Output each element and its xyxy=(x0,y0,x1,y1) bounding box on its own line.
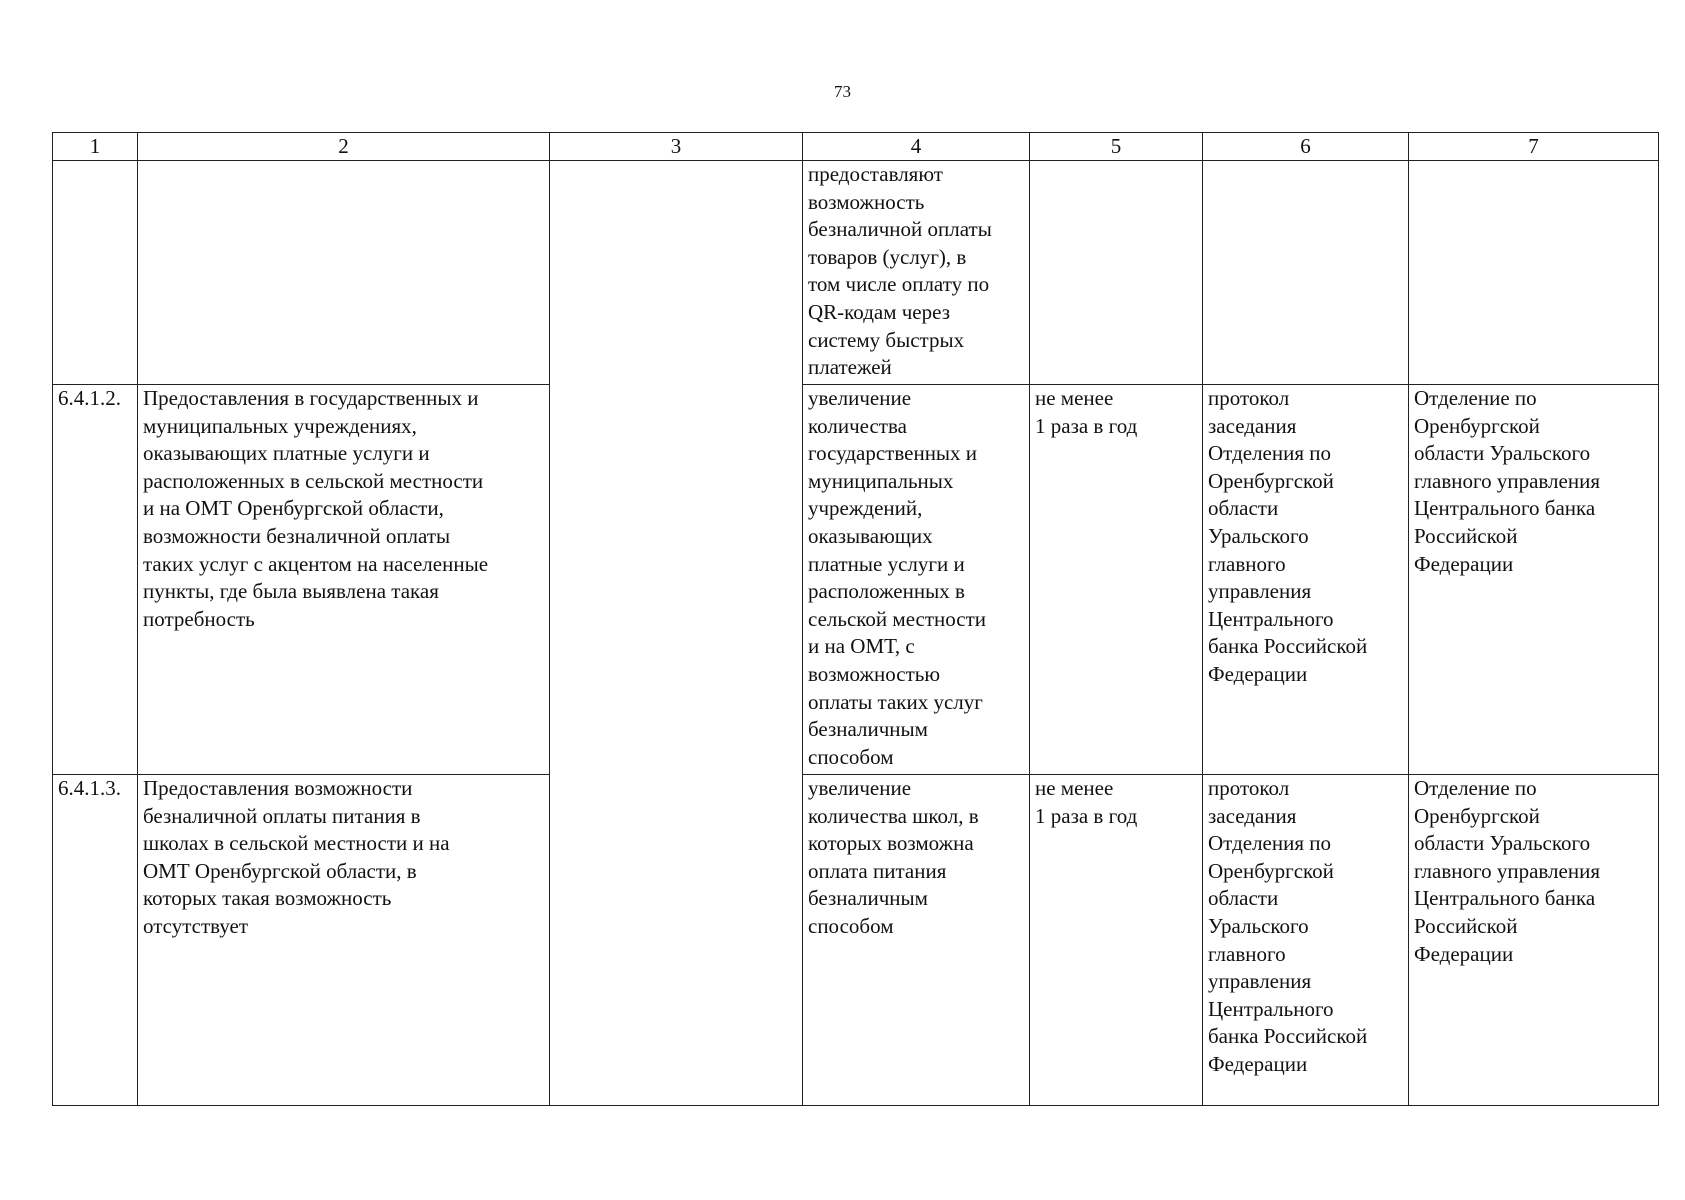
table-row xyxy=(53,775,1659,1106)
responsible-cell: Отделение по Оренбургской области Уральского главного управления Центрального банка Российской Федерации xyxy=(1409,775,1659,1106)
responsible-cell: Отделение по Оренбургской области Уральского главного управления Центрального банка Российской Федерации xyxy=(1409,385,1659,775)
indicator-cell: предоставляют возможность безналичной оплаты товаров (услуг), в том числе оплату по QR-кодам через систему быстрых платежей xyxy=(803,161,1030,385)
document-cell: протокол заседания Отделения по Оренбургской области Уральского главного управления Центрального банка Российской Федерации xyxy=(1203,385,1409,775)
indicator-cell: увеличение количества государственных и муниципальных учреждений, оказывающих платные услуги и расположенных в сельской местности и на ОМТ, с возможностью оплаты таких услуг безналичным способом xyxy=(803,385,1030,775)
document-cell: протокол заседания Отделения по Оренбургской области Уральского главного управления Центрального банка Российской Федерации xyxy=(1203,775,1409,1106)
responsible-cell xyxy=(1409,161,1659,385)
row-number-cell xyxy=(53,161,138,385)
document-cell xyxy=(1203,161,1409,385)
measure-cell xyxy=(138,161,550,385)
column-header-3: 3 xyxy=(550,133,803,161)
header-row xyxy=(53,133,1659,161)
column-header-2: 2 xyxy=(138,133,550,161)
table-row xyxy=(53,385,1659,775)
column-header-4: 4 xyxy=(803,133,1030,161)
row-number-cell: 6.4.1.3. xyxy=(53,775,138,1106)
row-number-cell: 6.4.1.2. xyxy=(53,385,138,775)
measure-cell: Предоставления в государственных и муниципальных учреждениях, оказывающих платные услуги и расположенных в сельской местности и на ОМТ Оренбургской области, возможности безналичной оплаты таких услуг с акцентом на населенные пункты, где была выявлена такая потребность xyxy=(138,385,550,775)
column-header-6: 6 xyxy=(1203,133,1409,161)
column-header-1: 1 xyxy=(53,133,138,161)
measure-cell: Предоставления возможности безналичной оплаты питания в школах в сельской местности и на ОМТ Оренбургской области, в которых такая возможность отсутствует xyxy=(138,775,550,1106)
frequency-cell: не менее 1 раза в год xyxy=(1030,385,1203,775)
frequency-cell xyxy=(1030,161,1203,385)
column-3-cell xyxy=(550,161,803,1106)
table-row xyxy=(53,161,1659,385)
indicator-cell: увеличение количества школ, в которых возможна оплата питания безналичным способом xyxy=(803,775,1030,1106)
measures-table xyxy=(52,132,1659,1106)
page-number: 73 xyxy=(834,82,851,101)
column-header-5: 5 xyxy=(1030,133,1203,161)
frequency-cell: не менее 1 раза в год xyxy=(1030,775,1203,1106)
column-header-7: 7 xyxy=(1409,133,1659,161)
